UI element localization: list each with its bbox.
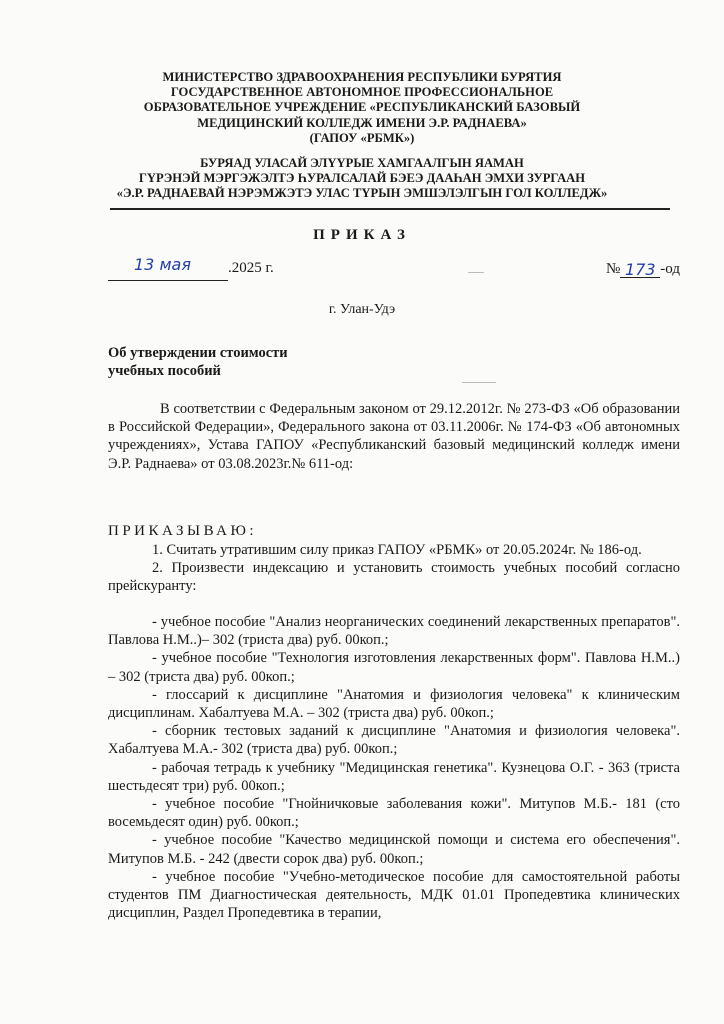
price-list-item: - рабочая тетрадь к учебнику "Медицинская генетика". Кузнецова О.Г. - 363 (триста шестьдесят три) руб. 00коп.; xyxy=(108,759,680,794)
price-list-item: - сборник тестовых заданий к дисциплине "Анатомия и физиология человека". Хабалтуева М.А.- 302 (триста два) руб. 00коп.; xyxy=(108,723,680,758)
header-russian xyxy=(0,70,724,146)
order-number xyxy=(606,260,680,278)
header-line: ГҮРЭНЭЙ МЭРГЭЖЭЛТЭ ҺУРАЛСАЛАЙ БЭЕЭ ДААҺАН ЭМХИ ЗУРГААН xyxy=(138,171,586,186)
price-list-item: - глоссарий к дисциплине "Анатомия и физиология человека" к клиническим дисциплинам. Хабалтуева М.А. – 302 (триста два) руб. 00коп.; xyxy=(108,686,680,722)
price-list-item: - учебное пособие "Учебно-методическое пособие для самостоятельной работы студентов ПМ Диагностическая деятельность, МДК 01.01 Пропедевтика клинических дисциплин, Раздел Пропедевтика в терапии, xyxy=(108,868,680,922)
price-list-item: - учебное пособие "Технология изготовления лекарственных форм". Павлова Н.М..) – 302 (триста два) руб. 00коп.; xyxy=(108,650,680,685)
header-buryat xyxy=(0,156,724,202)
order-items xyxy=(108,541,680,596)
handwritten-date: 13 мая xyxy=(134,255,191,274)
price-list-item: - учебное пособие "Анализ неорганических соединений лекарственных препаратов". Павлова Н.М..)– 302 (триста два) руб. 00коп.; xyxy=(108,614,680,649)
subject-line: Об утверждении стоимости xyxy=(108,345,288,361)
order-keyword: ПРИКАЗЫВАЮ: xyxy=(108,523,258,539)
number-suffix: -од xyxy=(660,261,680,277)
header-line: ГОСУДАРСТВЕННОЕ АВТОНОМНОЕ ПРОФЕССИОНАЛЬНОЕ xyxy=(170,85,554,100)
preamble-text: В соответствии с Федеральным законом от 29.12.2012г. № 273-ФЗ «Об образовании в Российской Федерации», Федерального закона от 03.11.2006г. № 174-ФЗ «Об автономных учреждениях», Устава ГАПОУ «Республиканский базовый медицинский колледж имени Э.Р. Раднаева» от 03.08.2023г.№ 611-од: xyxy=(108,401,680,472)
header-line: МИНИСТЕРСТВО ЗДРАВООХРАНЕНИЯ РЕСПУБЛИКИ БУРЯТИЯ xyxy=(162,70,562,84)
header-line: (ГАПОУ «РБМК») xyxy=(309,130,415,145)
scan-artifact xyxy=(468,272,484,273)
header-line: БУРЯАД УЛАСАЙ ЭЛҮҮРЫЕ ХАМГААЛГЫН ЯАМАН xyxy=(200,156,524,170)
price-list-item: - учебное пособие "Качество медицинской помощи и система его обеспечения". Митупов М.Б. - 242 (двести сорок два) руб. 00коп.; xyxy=(108,832,680,867)
order-item: 1. Считать утратившим силу приказ ГАПОУ «РБМК» от 20.05.2024г. № 186-од. xyxy=(152,542,642,558)
order-subject xyxy=(108,344,288,380)
price-list xyxy=(108,613,680,922)
date-number-row xyxy=(108,255,680,282)
price-list-item: - учебное пособие "Гнойничковые заболевания кожи". Митупов М.Б.- 181 (сто восемьдесят один) руб. 00коп.; xyxy=(108,796,680,831)
handwritten-number: 173 xyxy=(625,260,656,279)
scan-artifact xyxy=(462,382,496,383)
header-divider xyxy=(110,208,670,210)
city: г. Улан-Удэ xyxy=(328,302,396,317)
date-year: .2025 г. xyxy=(228,260,274,276)
header-line: «Э.Р. РАДНАЕВАЙ НЭРЭМЖЭТЭ УЛАС ТҮРЫН ЭМШЭЛЭЛГЫН ГОЛ КОЛЛЕДЖ» xyxy=(116,186,608,201)
header-line: МЕДИЦИНСКИЙ КОЛЛЕДЖ ИМЕНИ Э.Р. РАДНАЕВА» xyxy=(197,115,527,130)
document-title: ПРИКАЗ xyxy=(313,227,411,243)
number-prefix: № xyxy=(605,261,621,277)
preamble xyxy=(108,400,680,473)
subject-line: учебных пособий xyxy=(108,363,221,379)
header-line: ОБРАЗОВАТЕЛЬНОЕ УЧРЕЖДЕНИЕ «РЕСПУБЛИКАНСКИЙ БАЗОВЫЙ xyxy=(143,100,581,115)
order-item: 2. Произвести индексацию и установить стоимость учебных пособий согласно прейскуранту: xyxy=(108,560,680,595)
